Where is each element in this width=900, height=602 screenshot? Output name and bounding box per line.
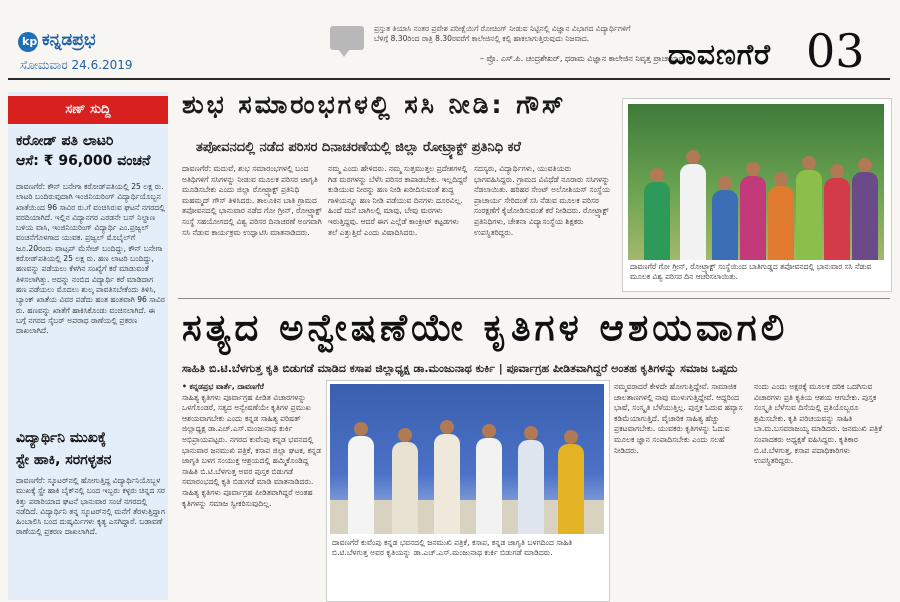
brief-story1-headline-line1: ಕರೋಡ್ ಪತಿ ಲಾಟರಿ [16,133,114,149]
header-divider [8,78,890,80]
edition-city: ದಾವಣಗೆರೆ [668,38,772,71]
brief-story2-headline-line2: ಸ್ಟೇ ಹಾಕಿ, ಸರಗಳ್ಳತನ [16,452,112,468]
brief-story2-headline-line1: ವಿದ್ಯಾರ್ಥಿನಿ ಮುಖಕ್ಕೆ [16,430,107,446]
story2-subhead: ಸಾಹಿತಿ ಬಿ.ಟಿ.ಬೆಳಗುತ್ತ ಕೃತಿ ಬಿಡುಗಡೆ ಮಾಡಿದ ಕಸಾಪ ಜಿಲ್ಲಾಧ್ಯಕ್ಷ ಡಾ.ಮಂಜುನಾಥ ಕುರ್ಕಿ | ಪೂರ್ವಾಗ್ರಹ ಪೀಡಿತವಾಗಿದ್ದರೆ ಅಂತಹ ಕೃತಿಗಳನ್ನು ಸಮಾಜ ಒಪ್ಪದು [182,362,738,375]
story2-column-1 [182,382,322,600]
story1-column-1: ದಾವಣಗೆರೆ: ಮದುವೆ, ಶುಭ ಸಮಾರಂಭಗಳಲ್ಲಿ ಬಂದ ಅತಿಥಿಗಳಿಗೆ ಸಸಿಗಳನ್ನು ನೀಡುವ ಮೂಲಕ ಪರಿಸರ ಜಾಗೃತಿ ಮೂಡಿಸಬೇಕು ಎಂದು ಜಿಲ್ಲಾ ರೋಟ್ರ್ಯಾಕ್ಟ್ ಪ್ರತಿನಿಧಿ ಮಹಮ್ಮದ್ ಗೌಸ್ ತಿಳಿಸಿದರು. ತಾಲೂಕಿನ ಬಾತಿ ಗ್ರಾಮದ ತಪೋವನದಲ್ಲಿ ಭಾನುವಾರ ನಡೆದ ಗೋ ಗ್ರೀನ್, ರೋಟ್ರ್ಯಾಕ್ಟ್ ಸಂಸ್ಥೆ ಸಹಯೋಗದಲ್ಲಿ ವಿಶ್ವ ಪರಿಸರ ದಿನಾಚರಣೆ ಅಂಗವಾಗಿ ಸಸಿ ನೆಡುವ ಕಾರ್ಯಕ್ರಮ ಉದ್ಘಾಟಿಸಿ ಮಾತನಾಡಿದರು. [182,164,322,237]
kannadaprabha-logo-icon: kp [18,32,38,52]
edition-date: ಸೋಮವಾರ 24.6.2019 [20,58,133,72]
masthead-brand: ಕನ್ನಡಪ್ರಭ [42,30,96,50]
story1-column-3: ಸದಸ್ಯರು, ವಿದ್ಯಾರ್ಥಿಗಳು, ಯುವತಿಯರು ಭಾಗವಹಿಸಿದ್ದರು. ಗ್ರಾಮದ ವಿವಿಧೆಡೆ ನೂರಾರು ಸಸಿಗಳನ್ನು ನೆಡಲಾಯಿತು. ಹರಿಹರ ಸೇಂಟ್ ಅಲೋಶಿಯಸ್ ಸಂಸ್ಥೆಯ ಪ್ರಾಚಾರ್ಯ ಸೇರಿದಂತೆ ಸಸಿ ನೆಡುವ ಮೂಲಕ ಪರಿಸರ ಸಂರಕ್ಷಣೆಗೆ ಕೈಜೋಡಿಸುವಂತೆ ಕರೆ ನೀಡಿದರು. ರೋಟ್ರ್ಯಾಕ್ಟ್ ಪ್ರತಿನಿಧಿಗಳು, ಚೇತನಾ ವಿದ್ಯಾಸಂಸ್ಥೆಯ ಶಿಕ್ಷಕರು ಉಪಸ್ಥಿತರಿದ್ದರು. [474,164,611,237]
story2-column-2: ನಮ್ಮವರಾದರೆ ಕೇಳದೇ ಹೋಗುತ್ತಿದ್ದೇವೆ. ಸಾಮಾಜಿಕ ಜಾಲತಾಣಗಳಲ್ಲಿ ನಾವು ಮುಳುಗುತ್ತಿದ್ದೇವೆ. ಆದ್ದರಿಂದ ಭಾಷೆ, ಸಂಸ್ಕೃತಿ ಬೆಳೆಯುತ್ತಿಲ್ಲ. ಪುಸ್ತಕ ಓದುವ ಹವ್ಯಾಸ ಕಡಿಮೆಯಾಗುತ್ತಿದೆ. ವೈಚಾರಿಕ ಸಾಹಿತ್ಯ ಹೆಚ್ಚು ಪ್ರಕಟವಾಗಬೇಕು. ಯುವಕರು ಕೃತಿಗಳನ್ನು ಓದುವ ಮೂಲಕ ಜ್ಞಾನ ಸಂಪಾದಿಸಬೇಕು ಎಂದು ಸಲಹೆ ನೀಡಿದರು. [614,382,743,455]
story1-headline: ಶುಭ ಸಮಾರಂಭಗಳಲ್ಲಿ ಸಸಿ ನೀಡಿ: ಗೌಸ್ [182,90,567,119]
story1-subhead: ತಪೋವನದಲ್ಲಿ ನಡೆದ ಪರಿಸರ ದಿನಾಚರಣೆಯಲ್ಲಿ ಜಿಲ್ಲಾ ರೋಟ್ರ್ಯಾಕ್ಟ್ ಪ್ರತಿನಿಧಿ ಕರೆ [196,140,521,155]
page-number: 03 [806,24,865,78]
story1-column-2: ನಮ್ಮ ಎಂದು ಹೇಳಿದರು. ನಮ್ಮ ಸುತ್ತಮುತ್ತಲ ಪ್ರದೇಶಗಳಲ್ಲಿ ಗಿಡ ಮರಗಳನ್ನು ಬೆಳೆಸಿ ಪರಿಸರ ಕಾಪಾಡಬೇಕು. ಇಲ್ಲದಿದ್ದರೆ ಕುಡಿಯುವ ನೀರನ್ನು ಹಣ ನೀಡಿ ಖರೀದಿಸುವಂತೆ ಶುದ್ಧ ಗಾಳಿಯನ್ನೂ ಹಣ ನೀಡಿ ಪಡೆಯುವ ದಿನಗಳು ದೂರವಿಲ್ಲ. ಹಿಂದೆ ಮನೆ ಬಾಗಿಲಲ್ಲಿ ಮಾವು, ಬೇವು ಮರಗಳು ಇರುತ್ತಿದ್ದವು. ಆದರೆ ಈಗ ಎಲ್ಲೆಡೆ ಕಾಂಕ್ರೀಟ್ ಕಟ್ಟಡಗಳು ತಲೆ ಎತ್ತುತ್ತಿವೆ ಎಂದು ವಿಷಾದಿಸಿದರು. [328,164,468,237]
story1-photo [628,104,884,260]
story1-photo-caption: ದಾವಣಗೆರೆ ಗೋ ಗ್ರೀನ್, ರೋಟ್ರ್ಯಾಕ್ಟ್ ಸಂಸ್ಥೆಯಿಂದ ಬಾತಿಗುಡ್ಡದ ತಪೋವನದಲ್ಲಿ ಭಾನುವಾರ ಸಸಿ ನೆಡುವ ಮೂಲಕ ವಿಶ್ವ ಪರಿಸರ ದಿನ ಆಚರಿಸಲಾಯಿತು. [630,262,872,281]
story2-byline: • ಕನ್ನಡಪ್ರಭ ವಾರ್ತೆ, ದಾವಣಗೆರೆ [182,382,264,391]
brief-story1-body: ದಾವಣಗೆರೆ: ಕೌನ್ ಬನೇಗಾ ಕರೋಡ್‌ಪತಿಯಲ್ಲಿ 25 ಲಕ್ಷ ರು. ಲಾಟರಿ ಬಂದಿರುವುದಾಗಿ ಇಂಜಿನಿಯರಿಂಗ್ ವಿದ್ಯಾರ್ಥಿಯೊಬ್ಬನ ಖಾತೆಯಿಂದ 96 ಸಾವಿರ ರು.ಗೆ ವಂಚಿಸಿರುವ ಘಟನೆ ನಗರದಲ್ಲಿ ವರದಿಯಾಗಿದೆ. ಇಲ್ಲಿನ ವಿದ್ಯಾನಗರ ಎರಡನೇ ಬಸ್ ನಿಲ್ದಾಣ ಬಳಿಯ ವಾಸಿ, ಇಂಜಿನಿಯರಿಂಗ್ ವಿದ್ಯಾರ್ಥಿ ಎಂ.ಪ್ರಜ್ವಲ್ ವಂಚನೆಗೊಳಗಾದ ಯುವಕ. ಪ್ರಜ್ವಲ್ ಮೊಬೈಲ್‌ಗೆ ಜೂ.20ರಂದು ವಾಟ್ಸಪ್ ಮೆಸೇಜ್ ಬಂದಿದ್ದು, ಕೌನ್ ಬನೇಗಾ ಕರೋಡ್‌ಪತಿಯಲ್ಲಿ 25 ಲಕ್ಷ ರು. ಹಣ ಲಾಟರಿ ಬಂದಿದ್ದು, ಹಣವನ್ನು ಪಡೆಯಲು ಕೆಳಗಿನ ಸಂಖ್ಯೆಗೆ ಕರೆ ಮಾಡುವಂತೆ ತಿಳಿಸಲಾಗಿತ್ತು. ಅದನ್ನು ನಂಬಿದ ವಿದ್ಯಾರ್ಥಿ ಕರೆ ಮಾಡಿದಾಗ ಹಣ ಪಡೆಯಲು ಮೊದಲು ಶುಲ್ಕ ಪಾವತಿಸಬೇಕೆಂದು ತಿಳಿಸಿ, ಬ್ಯಾಂಕ್ ಖಾತೆಯ ವಿವರ ಪಡೆದು ಹಂತ ಹಂತವಾಗಿ 96 ಸಾವಿರ ರು. ಹಣವನ್ನು ಖಾತೆಗೆ ಹಾಕಿಸಿಕೊಂಡು ವಂಚಿಸಲಾಗಿದೆ. ಈ ಬಗ್ಗೆ ನಗರದ ಸೈಬರ್ ಅಪರಾಧ ಠಾಣೆಯಲ್ಲಿ ಪ್ರಕರಣ ದಾಖಲಾಗಿದೆ. [16,182,165,336]
story2-column-3: ನಂದು ಎಂದು ಅಕ್ಷರಕ್ಕೆ ಮೂಲಕ ದರಿಕ ಒದಗಿಸುವ ವಿಚಾರಗಳು ಪ್ರತಿ ಕೃತಿಯ ಆಶಯ ಆಗಬೇಕು. ಪುಸ್ತಕ ಸಂಸ್ಕೃತಿ ಬೆಳೆಸುವ ದಿಸೆಯಲ್ಲಿ ಪ್ರತಿಯೊಬ್ಬರೂ ಶ್ರಮಿಸಬೇಕು. ಕೃತಿ ಪರಿಚಯವನ್ನು ಸಾಹಿತಿ ಬಾ.ಮ.ಬಸವರಾಜಯ್ಯ ಮಾಡಿದರು. ಜನಮುಖಿ ಪತ್ರಿಕೆ ಸಂಪಾದಕರು ಅಧ್ಯಕ್ಷತೆ ವಹಿಸಿದ್ದರು. ಕೃತಿಕಾರ ಬಿ.ಟಿ.ಬೆಳಗುತ್ತ, ಕಸಾಪ ಪದಾಧಿಕಾರಿಗಳು ಉಪಸ್ಥಿತರಿದ್ದರು. [754,382,883,466]
brief-story1-headline-line2: ಆಸೆ: ₹ 96,000 ವಂಚನೆ [16,153,151,169]
story2-column-1-text: ಸಾಹಿತ್ಯ ಕೃತಿಗಳು ಪೂರ್ವಾಗ್ರಹ ಪೀಡಿತ ವಿಚಾರಗಳನ್ನು ಒಳಗೊಂಡರೆ, ಸತ್ಯದ ಅನ್ವೇಷಣೆಯೇ ಕೃತಿಗಳ ಪ್ರಮುಖ ಆಶಯವಾಗಬೇಕು ಎಂದು ಕನ್ನಡ ಸಾಹಿತ್ಯ ಪರಿಷತ್ ಜಿಲ್ಲಾಧ್ಯಕ್ಷ ಡಾ.ಎಚ್.ಎಸ್.ಮಂಜುನಾಥ ಕುರ್ಕಿ ಅಭಿಪ್ರಾಯಪಟ್ಟರು. ನಗರದ ಕುವೆಂಪು ಕನ್ನಡ ಭವನದಲ್ಲಿ ಭಾನುವಾರ ಜನಮುಖಿ ಪತ್ರಿಕೆ, ಕಸಾಪ ಜಿಲ್ಲಾ ಘಟಕ, ಕನ್ನಡ ಜಾಗೃತಿ ಬಳಗ ಸಂಯುಕ್ತ ಆಶ್ರಯದಲ್ಲಿ ಹಮ್ಮಿಕೊಂಡಿದ್ದ ಸಾಹಿತಿ ಬಿ.ಟಿ.ಬೆಳಗುತ್ತ ಅವರ ಪುಸ್ತಕ ಬಿಡುಗಡೆ ಸಮಾರಂಭದಲ್ಲಿ ಕೃತಿ ಬಿಡುಗಡೆ ಮಾಡಿ ಮಾತನಾಡಿದರು. ಸಾಹಿತ್ಯ ಕೃತಿಗಳು ಪೂರ್ವಾಗ್ರಹ ಪೀಡಿತವಾಗಿದ್ದರೆ ಅಂತಹ ಕೃತಿಗಳನ್ನು ಸಮಾಜ ಸ್ವೀಕರಿಸುವುದಿಲ್ಲ. [182,392,322,508]
speech-bubble-icon [330,26,364,50]
brief-story2-body: ದಾವಣಗೆರೆ: ಸ್ಕೂಟರ್‌ನಲ್ಲಿ ಹೋಗುತ್ತಿದ್ದ ವಿದ್ಯಾರ್ಥಿನಿಯೊಬ್ಬಳ ಮುಖಕ್ಕೆ ಸ್ಪ್ರೇ ಹಾಕಿ ಬೈಕ್‌ನಲ್ಲಿ ಬಂದ ಇಬ್ಬರು ಕಳ್ಳರು ಚಿನ್ನದ ಸರ ಕಿತ್ತು ಪರಾರಿಯಾದ ಘಟನೆ ಭಾನುವಾರ ಸಂಜೆ ನಗರದಲ್ಲಿ ನಡೆದಿದೆ. ವಿದ್ಯಾರ್ಥಿನಿ ತನ್ನ ಸ್ಕೂಟರ್‌ನಲ್ಲಿ ಮನೆಗೆ ತೆರಳುತ್ತಿದ್ದಾಗ ಹಿಂಬಾಲಿಸಿ ಬಂದ ದುಷ್ಕರ್ಮಿಗಳು ಕೃತ್ಯ ಎಸಗಿದ್ದಾರೆ. ಬಡಾವಣೆ ಠಾಣೆಯಲ್ಲಿ ಪ್ರಕರಣ ದಾಖಲಾಗಿದೆ. [16,476,165,537]
header-notice-text: ಪ್ರಸ್ತುತ ತಿಯಾಸಿ ನಂತರ ಪ್ರವೇಶ ಪರೀಕ್ಷೆಯಿಗೆ ರೋಚಿಂಗ್ ನೀಡುವ ನಿಟ್ಟಿನಲ್ಲಿ ವಿಜ್ಞಾನ ವಿಭಾಗದ ವಿದ್ಯಾರ್ಥಿಗಳಿಗೆ ಬೆಳಿಗ್ಗೆ 8.30ರಿಂದ ರಾತ್ರಿ 8.30ರವರೆಗೆ ಕಾಲೇಜಿನಲ್ಲಿ ಕಲ್ಪಿ ಹಾಕಲಾಗುತ್ತಿರುವುದು ನಿಜವಾದ. [374,24,631,43]
section-divider [178,298,890,299]
story2-photo-caption: ದಾವಣಗೆರೆ ಕುವೆಂಪು ಕನ್ನಡ ಭವನದಲ್ಲಿ ಜನಮುಖಿ ಪತ್ರಿಕೆ, ಕಸಾಪ, ಕನ್ನಡ ಜಾಗೃತಿ ಬಳಗದಿಂದ ಸಾಹಿತಿ ಬಿ.ಟಿ.ಬೆಳಗುತ್ತ ಅವರ ಕೃತಿಯನ್ನು ಡಾ.ಎಚ್.ಎಸ್.ಮಂಜುನಾಥ ಕುರ್ಕಿ ಬಿಡುಗಡೆ ಮಾಡಿದರು. [332,538,573,557]
brief-news-banner: ಸಣ್ ಸುದ್ದಿ [8,96,168,124]
header-notice-signature: – ಪ್ರೊ. ಎಸ್.ಪಿ. ಚಂದ್ರಶೇಖರ್, ಧರಾಮ ವಿಜ್ಞಾನ ಕಾಲೇಜಿನ ನಿವೃತ್ತ ಪ್ರಾಚಾರ್ಯ [480,54,683,63]
story2-headline: ಸತ್ಯದ ಅನ್ವೇಷಣೆಯೇ ಕೃತಿಗಳ ಆಶಯವಾಗಲಿ [182,306,789,349]
story2-photo [330,384,604,534]
